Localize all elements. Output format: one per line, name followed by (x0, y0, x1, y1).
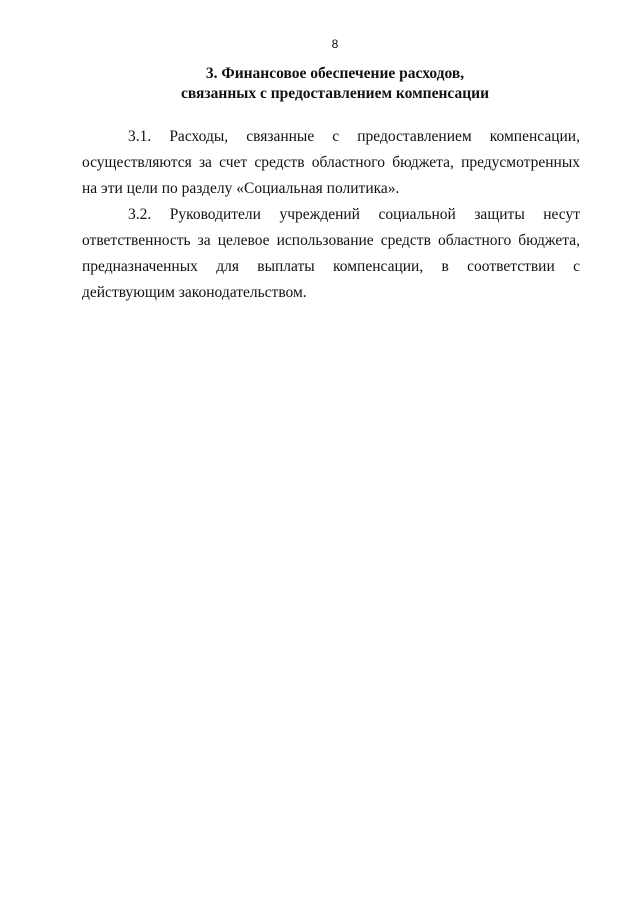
paragraph-word: для (216, 258, 239, 275)
paragraph-word: целевое (217, 232, 270, 249)
paragraph-word: счет (219, 154, 248, 171)
paragraph-word: бюджета, (392, 154, 454, 171)
paragraph-number: 3.2. (128, 206, 152, 223)
paragraph-word: компенсации, (333, 258, 424, 275)
section-body (82, 124, 580, 306)
paragraph-word: выплаты (257, 258, 315, 275)
paragraph-line (82, 280, 580, 306)
paragraph-word: предоставлением (357, 128, 472, 145)
paragraph-2 (82, 202, 580, 306)
paragraph-word: Руководители (169, 206, 261, 223)
paragraph-word: областного (311, 154, 386, 171)
paragraph-word: использование (276, 232, 374, 249)
section-heading-line-1: 3. Финансовое обеспечение расходов, (205, 65, 465, 82)
page-number: 8 (331, 37, 339, 51)
paragraph-word: бюджета, (518, 232, 580, 249)
paragraph-word: защиты (474, 206, 525, 223)
paragraph-word: связанные (246, 128, 315, 145)
paragraph-line (82, 176, 580, 202)
paragraph-word: ответственность (82, 232, 191, 249)
paragraph-word: средств (254, 154, 305, 171)
paragraph-number: 3.1. (128, 128, 152, 145)
paragraph-word: действующим законодательством. (82, 284, 307, 301)
paragraph-1 (82, 124, 580, 202)
paragraph-word: за (197, 232, 211, 249)
paragraph-line (82, 150, 580, 176)
paragraph-word: с (332, 128, 340, 145)
paragraph-word: осуществляются (82, 154, 192, 171)
section-heading-line-2: связанных с предоставлением компенсации (180, 85, 489, 102)
paragraph-line (82, 124, 580, 150)
paragraph-word: на эти цели по разделу «Социальная политика». (82, 180, 400, 197)
section-heading (0, 64, 640, 104)
paragraph-word: учреждений (279, 206, 360, 223)
paragraph-line (82, 228, 580, 254)
paragraph-word: средств (380, 232, 431, 249)
paragraph-word: предназначенных (82, 258, 198, 275)
paragraph-word: соответствии (467, 258, 555, 275)
paragraph-word: социальной (378, 206, 456, 223)
paragraph-word: предусмотренных (461, 154, 580, 171)
paragraph-word: Расходы, (169, 128, 229, 145)
paragraph-line (82, 202, 580, 228)
paragraph-word: компенсации, (489, 128, 580, 145)
paragraph-line (82, 254, 580, 280)
paragraph-word: областного (437, 232, 512, 249)
paragraph-word: в (441, 258, 449, 275)
paragraph-word: несут (543, 206, 580, 223)
paragraph-word: за (198, 154, 212, 171)
paragraph-word: с (573, 258, 580, 275)
